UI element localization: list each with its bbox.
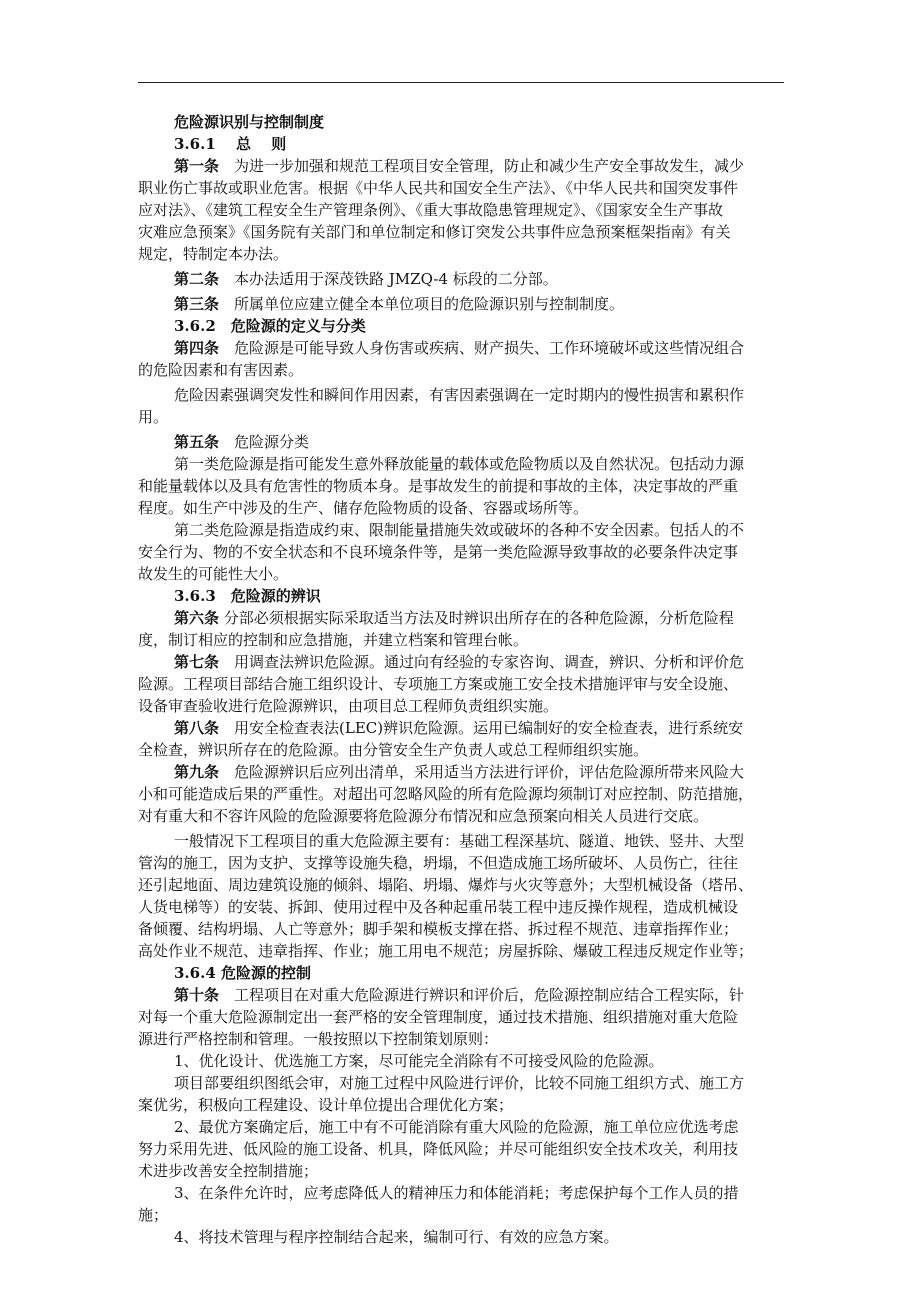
line-text: 还引起地面、周边建筑设施的倾斜、塌陷、坍塌、爆炸与火灾等意外；大型机械设备（塔吊、: [138, 876, 754, 894]
article-label: 第五条: [174, 433, 220, 451]
line-text: 工程项目在对重大危险源进行辨识和评价后，危险源控制应结合工程实际，针: [219, 986, 745, 1004]
section-heading: [138, 315, 784, 337]
line-text: 安全行为、物的不安全状态和不良环境条件等，是第一类危险源导致事故的必要条件决定事: [138, 543, 739, 561]
line-text: 险源。工程项目部结合施工组织设计、专项施工方案或施工安全技术措施评审与安全设施、: [138, 675, 739, 693]
article-label: 第七条: [174, 653, 220, 671]
header-rule: [138, 82, 784, 83]
paragraph-line: [138, 359, 784, 381]
paragraph-line: [138, 293, 784, 315]
section-heading: [138, 133, 784, 155]
section-heading: [138, 962, 784, 984]
line-text: 全检查，辨识所存在的危险源。由分管安全生产负责人或总工程师组织实施。: [138, 741, 649, 759]
line-text: 一般情况下工程项目的重大危险源主要有：基础工程深基坑、隧道、地铁、竖井、大型: [174, 832, 745, 850]
line-text: 高处作业不规范、违章指挥、作业；施工用电不规范；房屋拆除、爆破工程违反规定作业等；: [138, 942, 754, 960]
line-text: 术进步改善安全控制措施；: [138, 1162, 319, 1180]
line-text: 规定，特制定本办法。: [138, 245, 289, 263]
paragraph-line: [138, 1116, 784, 1138]
paragraph-line: [138, 1182, 784, 1204]
line-text: 职业伤亡事故或职业危害。根据《中华人民共和国安全生产法》、《中华人民共和国突发事件: [138, 179, 739, 197]
article-label: 第二条: [174, 270, 220, 288]
paragraph-line: [138, 1226, 784, 1248]
line-text: 应对法》、《建筑工程安全生产管理条例》、《重大事故隐患管理规定》、《国家安全生产事故: [138, 201, 724, 219]
line-text: 对有重大和不容许风险的危险源要将危险源分布情况和应急预案向相关人员进行交底。: [138, 807, 709, 825]
line-text: 项目部要组织图纸会审，对施工过程中风险进行评价，比较不同施工组织方式、施工方: [174, 1074, 745, 1092]
line-text: 用安全检查表法(LEC)辨识危险源。运用已编制好的安全检查表，进行系统安: [219, 719, 744, 737]
article-label: 第一条: [174, 157, 220, 175]
line-text: 施；: [138, 1206, 169, 1224]
line-text: 本办法适用于深茂铁路 JMZQ-4 标段的二分部。: [219, 270, 558, 288]
line-text: 3.6.2 危险源的定义与分类: [174, 317, 366, 335]
article-label: 第九条: [174, 763, 220, 781]
paragraph-line: [138, 268, 784, 290]
line-text: 4、将技术管理与程序控制结合起来，编制可行、有效的应急方案。: [174, 1228, 619, 1246]
line-text: 用。: [138, 408, 169, 426]
line-text: 危险源分类: [219, 433, 310, 451]
paragraph-line: [138, 896, 784, 918]
paragraph-line: [138, 1006, 784, 1028]
paragraph-line: [138, 199, 784, 221]
paragraph-line: [138, 475, 784, 497]
paragraph-line: [138, 384, 784, 406]
paragraph-line: [138, 984, 784, 1006]
line-text: 1、优化设计、优选施工方案，尽可能完全消除有不可接受风险的危险源。: [174, 1052, 664, 1070]
line-text: 第二类危险源是指造成约束、限制能量措施失效或破坏的各种不安全因素。包括人的不: [174, 521, 745, 539]
line-text: 设备审查验收进行危险源辨识，由项目总工程师负责组织实施。: [138, 697, 559, 715]
paragraph-line: [138, 1050, 784, 1072]
line-text: 灾难应急预案》《国务院有关部门和单位制定和修订突发公共事件应急预案框架指南》有关: [138, 223, 731, 241]
line-text: 故发生的可能性大小。: [138, 565, 289, 583]
paragraph-line: [138, 406, 784, 428]
line-text: 为进一步加强和规范工程项目安全管理，防止和减少生产安全事故发生，减少: [219, 157, 745, 175]
paragraph-line: [138, 337, 784, 359]
paragraph-line: [138, 1072, 784, 1094]
line-text: 用调查法辨识危险源。通过向有经验的专家咨询、调查，辨识、分析和评价危: [219, 653, 745, 671]
line-text: 危险源辨识后应列出清单，采用适当方法进行评价，评估危险源所带来风险大: [219, 763, 745, 781]
line-text: 危险因素强调突发性和瞬间作用因素，有害因素强调在一定时期内的慢性损害和累积作: [174, 386, 745, 404]
line-text: 3.6.4 危险源的控制: [174, 964, 311, 982]
paragraph-line: [138, 453, 784, 475]
paragraph-line: [138, 155, 784, 177]
paragraph-line: [138, 805, 784, 827]
line-text: 3.6.1 总 则: [174, 135, 287, 153]
document-body: [138, 111, 784, 1248]
line-text: 备倾覆、结构坍塌、人亡等意外；脚手架和模板支撑在搭、拆过程不规范、违章指挥作业；: [138, 920, 739, 938]
paragraph-line: [138, 1138, 784, 1160]
paragraph-line: [138, 874, 784, 896]
paragraph-line: [138, 1028, 784, 1050]
paragraph-line: [138, 783, 784, 805]
line-text: 危险源是可能导致人身伤害或疾病、财产损失、工作环境破坏或这些情况组合: [219, 339, 745, 357]
paragraph-line: [138, 497, 784, 519]
line-text: 对每一个重大危险源制定出一套严格的安全管理制度，通过技术措施、组织措施对重大危险: [138, 1008, 739, 1026]
section-heading: [138, 585, 784, 607]
line-text: 3.6.3 危险源的辨识: [174, 587, 321, 605]
article-label: 第四条: [174, 339, 220, 357]
line-text: 度，制订相应的控制和应急措施，并建立档案和管理台帐。: [138, 631, 529, 649]
article-label: 第六条: [174, 609, 220, 627]
paragraph-line: [138, 177, 784, 199]
line-text: 和能量载体以及具有危害性的物质本身。是事故发生的前提和事故的主体，决定事故的严重: [138, 477, 739, 495]
paragraph-line: [138, 761, 784, 783]
line-text: 2、最优方案确定后，施工中有不可能消除有重大风险的危险源，施工单位应优选考虑: [174, 1118, 739, 1136]
paragraph-line: [138, 431, 784, 453]
paragraph-line: [138, 563, 784, 585]
line-text: 的危险因素和有害因素。: [138, 361, 304, 379]
line-text: 3、在条件允许时，应考虑降低人的精神压力和体能消耗；考虑保护每个工作人员的措: [174, 1184, 739, 1202]
line-text: 努力采用先进、低风险的施工设备、机具，降低风险；并尽可能组织安全技术攻关，利用技: [138, 1140, 739, 1158]
article-label: 第八条: [174, 719, 220, 737]
paragraph-line: [138, 830, 784, 852]
paragraph-line: [138, 1204, 784, 1226]
line-text: 第一类危险源是指可能发生意外释放能量的载体或危险物质以及自然状况。包括动力源: [174, 455, 745, 473]
paragraph-line: [138, 629, 784, 651]
article-label: 第十条: [174, 986, 220, 1004]
line-text: 分部必须根据实际采取适当方法及时辨识出所存在的各种危险源，分析危险程: [219, 609, 734, 627]
paragraph-line: [138, 695, 784, 717]
line-text: 案优劣，积极向工程建设、设计单位提出合理优化方案；: [138, 1096, 514, 1114]
line-text: 所属单位应建立健全本单位项目的危险源识别与控制制度。: [219, 295, 625, 313]
article-label: 第三条: [174, 295, 220, 313]
paragraph-line: [138, 1160, 784, 1182]
paragraph-line: [138, 607, 784, 629]
line-text: 小和可能造成后果的严重性。对超出可忽略风险的所有危险源均须制订对应控制、防范措施，: [138, 785, 754, 803]
line-text: 人货电梯等）的安装、拆卸、使用过程中及各种起重吊装工程中违反操作规程，造成机械设: [138, 898, 739, 916]
paragraph-line: [138, 651, 784, 673]
paragraph-line: [138, 243, 784, 265]
paragraph-line: [138, 918, 784, 940]
paragraph-line: [138, 1094, 784, 1116]
paragraph-line: [138, 673, 784, 695]
paragraph-line: [138, 519, 784, 541]
paragraph-line: [138, 940, 784, 962]
paragraph-line: [138, 717, 784, 739]
paragraph-line: [138, 221, 784, 243]
paragraph-line: [138, 541, 784, 563]
line-text: 程度。如生产中涉及的生产、储存危险物质的设备、容器或场所等。: [138, 499, 589, 517]
document-title: 危险源识别与控制制度: [174, 113, 325, 131]
line-text: 源进行严格控制和管理。一般按照以下控制策划原则：: [138, 1030, 499, 1048]
line-text: 管沟的施工，因为支护、支撑等设施失稳，坍塌，不但造成施工场所破坏、人员伤亡，往往: [138, 854, 739, 872]
paragraph-line: [138, 739, 784, 761]
paragraph-line: [138, 852, 784, 874]
